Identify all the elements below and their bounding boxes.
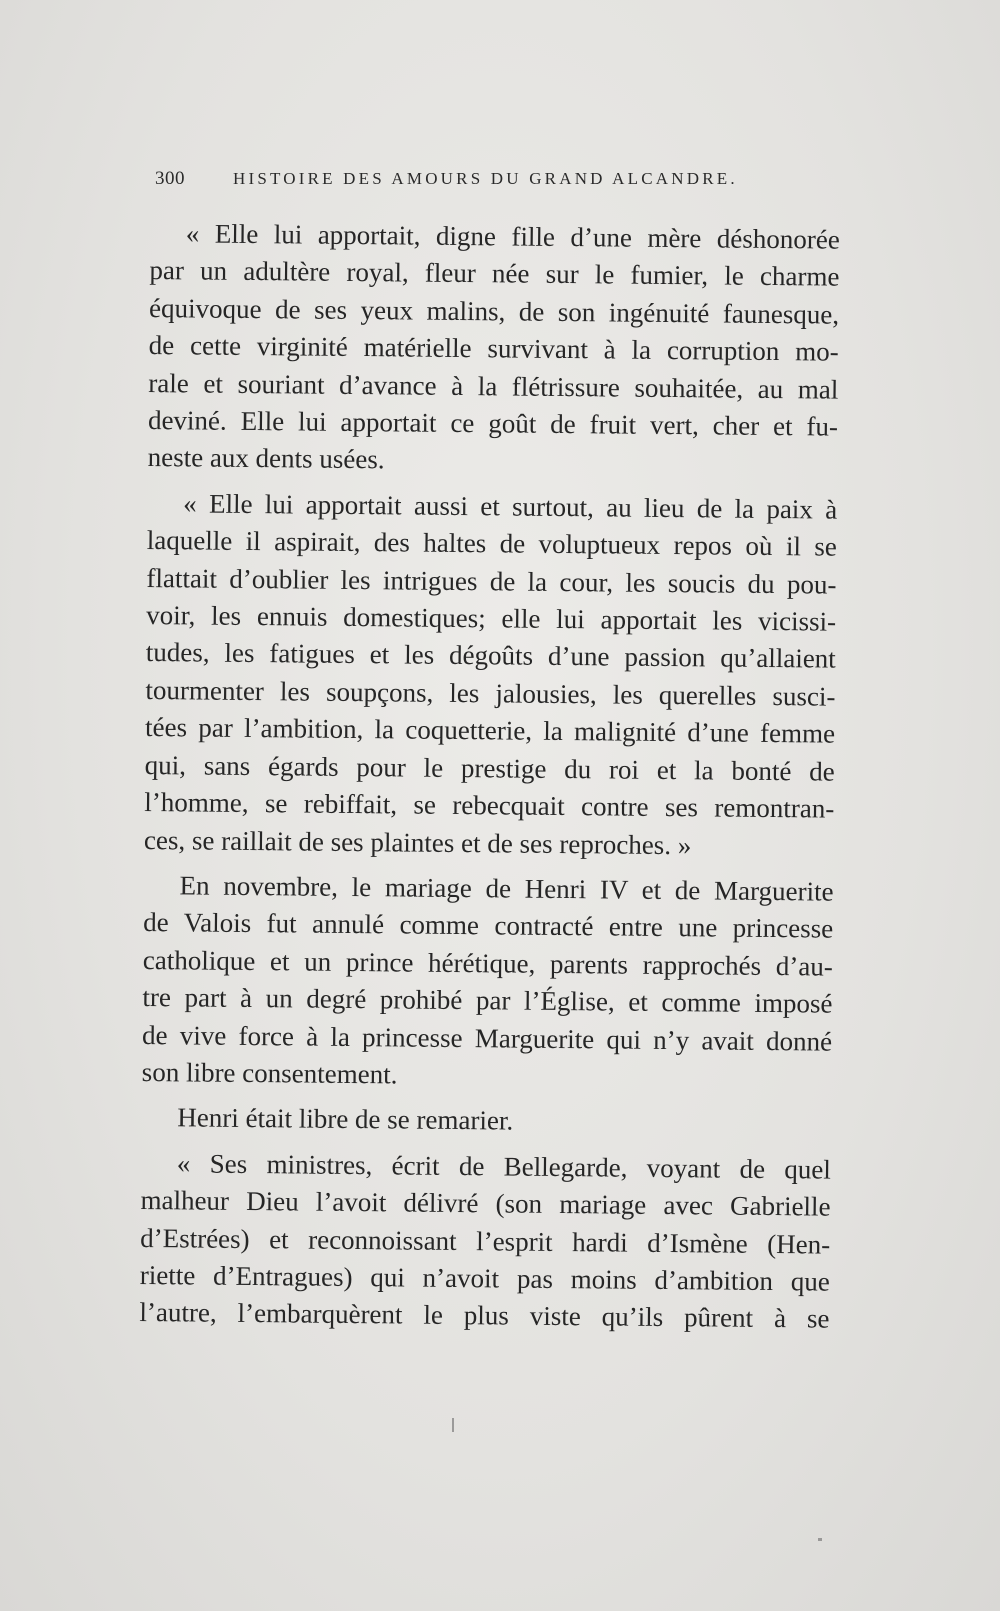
text-line: rale et souriant d’avance à la flétrissure souhaitée, au mal	[148, 367, 839, 405]
text-line: tudes, les fatigues et les dégoûts d’une passion qu’allaient	[145, 637, 836, 675]
text-line: malheur Dieu l’avoit délivré (son mariage avec Gabrielle	[140, 1185, 831, 1222]
text-line: ces, se raillait de ses plaintes et de ses reproches. »	[143, 824, 692, 860]
running-head	[155, 168, 795, 194]
text-line: l’autre, l’embarquèrent le plus viste qu’ils pûrent à se	[139, 1297, 830, 1334]
paper-speck	[452, 1418, 454, 1432]
page-number: 300	[155, 168, 185, 189]
text-line: son libre consentement.	[141, 1056, 398, 1090]
text-line: tées par l’ambition, la coquetterie, la malignité d’une femme	[144, 712, 836, 749]
text-line: « Elle lui apportait, digne fille d’une mère déshonorée	[185, 218, 840, 255]
text-line: voir, les ennuis domestiques; elle lui apportait les vicissi-	[146, 600, 837, 637]
paragraph-5	[139, 1145, 841, 1339]
text-line: laquelle il aspirait, des haltes de voluptueux repos où il se	[146, 525, 837, 562]
text-line: de cette virginité matérielle survivant à la corruption mo-	[148, 330, 839, 367]
text-line: « Ses ministres, écrit de Bellegarde, voyant de quel	[176, 1148, 832, 1185]
text-line: tourmenter les soupçons, les jalousies, les querelles susci-	[145, 674, 836, 712]
text-line: qui, sans égards pour le prestige du roi et la bonté de	[144, 749, 835, 787]
text-line: l’homme, se rebiffait, se rebecquait contre ses remontran-	[144, 787, 835, 824]
paragraph-3	[142, 867, 844, 1098]
text-line: riette d’Entragues) qui n’avoit pas moins d’ambition que	[139, 1259, 830, 1297]
paragraph-1	[147, 215, 849, 484]
text-line: tre part à un degré prohibé par l’Église, et comme imposé	[142, 982, 833, 1019]
text-line: neste aux dents usées.	[147, 442, 385, 475]
text-line: En novembre, le mariage de Henri IV et de Marguerite	[179, 870, 834, 907]
body-text	[139, 215, 850, 1346]
text-line: Henri était libre de se remarier.	[177, 1102, 514, 1136]
paper-speck	[818, 1538, 822, 1541]
text-line: deviné. Elle lui apportait ce goût de fruit vert, cher et fu-	[147, 405, 839, 442]
running-title: HISTOIRE DES AMOURS DU GRAND ALCANDRE.	[233, 169, 738, 188]
text-line: flattait d’oublier les intrigues de la cour, les soucis du pou-	[146, 562, 837, 600]
text-line: équivoque de ses yeux malins, de son ingénuité faunesque,	[148, 292, 840, 330]
paragraph-2	[144, 485, 848, 866]
text-line: catholique et un prince hérétique, parents rapprochés d’au-	[142, 944, 833, 982]
paragraph-4	[141, 1099, 841, 1143]
text-line: d’Estrées) et reconnoissant l’esprit hardi d’Ismène (Hen-	[140, 1222, 831, 1260]
text-line: de vive force à la princesse Marguerite qui n’y avait donné	[141, 1019, 833, 1057]
text-line: de Valois fut annulé comme contracté entre une princesse	[143, 907, 834, 944]
text-line: « Elle lui apportait aussi et surtout, au lieu de la paix à	[183, 488, 838, 525]
text-line: par un adultère royal, fleur née sur le fumier, le charme	[149, 255, 840, 293]
